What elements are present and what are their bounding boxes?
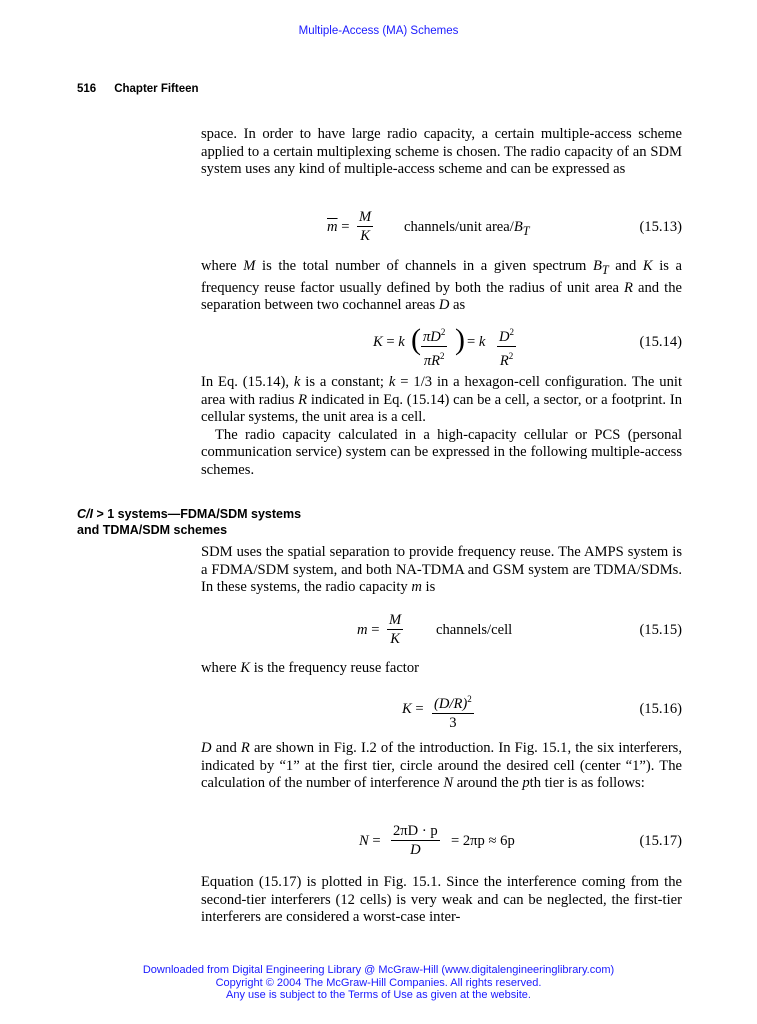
paragraph-7: D and R are shown in Fig. I.2 of the introduction. In Fig. 15.1, the six interferers, indicated by “1” at the first tier, circle around the desired cell (center “1”). The calculation of the number of interference N around the pth tier is as follows: <box>201 740 683 792</box>
paragraph-6: where K is the frequency reuse factor <box>201 660 420 676</box>
eq17-rhs: = 2πp ≈ 6p <box>451 833 515 849</box>
footer <box>0 964 757 1002</box>
eq13-numerator: M <box>359 209 372 225</box>
eq13-number: (15.13) <box>639 219 682 235</box>
eq13-label <box>404 219 530 239</box>
eq14-fraction-2: $\frac{D^2}{R^2}$ <box>497 323 516 370</box>
eq15-lhs: m = <box>357 622 380 638</box>
equation-15-17 <box>201 822 682 862</box>
equation-15-16 <box>201 690 682 730</box>
equation-15-13 <box>201 208 682 248</box>
eq17-fraction: $\frac{2\pi D \cdot p}{D}$ <box>393 823 438 858</box>
footer-download-link[interactable]: Downloaded from Digital Engineering Library @ McGraw-Hill (www.digitalengineeringlibrary.com) <box>142 964 615 976</box>
eq16-lhs: K = <box>402 701 424 717</box>
page-header <box>77 83 199 95</box>
eq16-number: (15.16) <box>639 701 682 717</box>
eq13-fraction <box>357 208 373 245</box>
chapter-title: Chapter Fifteen <box>114 83 199 95</box>
eq15-fraction: $\frac{M}{K}$ <box>389 612 402 647</box>
eq13-lhs: $\overline{m}$ = <box>327 219 350 235</box>
eq14-number: (15.14) <box>639 334 682 350</box>
eq14-left-paren: ( <box>411 323 421 356</box>
equation-15-14 <box>201 322 682 369</box>
eq15-number: (15.15) <box>639 622 682 638</box>
footer-copyright: Copyright © 2004 The McGraw-Hill Companies. All rights reserved. <box>215 976 542 989</box>
paragraph-8 <box>201 874 682 927</box>
eq14-middle: = k <box>467 334 486 350</box>
footer-terms: Any use is subject to the Terms of Use as given at the website. <box>226 989 531 1001</box>
eq16-fraction: $\frac{(D/R)^2}{3}$ <box>432 690 474 732</box>
paragraph-4: The radio capacity calculated in a high-capacity cellular or PCS (personal communication service) system can be expressed in the following multiple-access schemes. <box>201 426 682 478</box>
paragraph-5: SDM uses the spatial separation to provide frequency reuse. The AMPS system is a FDMA/SDM system, and both NA-TDMA and GSM system are TDMA/SDMs. In these systems, the radio capacity m is <box>201 544 682 596</box>
eq13-m-bar: $\overline{m}$ <box>327 219 338 235</box>
eq14-right-paren: ) <box>455 323 465 356</box>
eq17-number: (15.17) <box>639 833 682 849</box>
equation-15-15 <box>201 611 682 651</box>
eq15-label: channels/cell <box>436 622 513 638</box>
eq14-lhs: K = k <box>373 334 405 350</box>
paragraph-1-text: space. In order to have large radio capacity, a certain multiple-access scheme applied to a certain multiplexing scheme is chosen. The radio capacity of an SDM system uses any kind of multiple-access scheme and can be expressed as <box>201 126 682 178</box>
paragraph-8-text: Equation (15.17) is plotted in Fig. 15.1. Since the interference coming from the second-tier interferers (12 cells) is very weak and can be neglected, the first-tier interferers are considered a worst-case inter- <box>201 874 682 926</box>
paragraph-1 <box>201 126 682 179</box>
eq13-label-text: channels/unit area/ <box>404 219 514 235</box>
section-heading: C/I > 1 systems—FDMA/SDM systems and TDMA/SDM schemes <box>77 507 302 537</box>
eq13-denominator: K <box>360 228 370 244</box>
paragraph-2: where M is the total number of channels in a given spectrum $B_T$ and K is a frequency reuse factor usually defined by both the radius of unit area R and the separation between two cochannel areas D as <box>201 258 682 314</box>
eq14-fraction-1: $\frac{\pi D^2}{\pi R^2}$ <box>421 323 447 370</box>
page-number: 516 <box>77 83 97 95</box>
running-head: Multiple-Access (MA) Schemes <box>298 25 459 37</box>
eq13-label-sub: T <box>522 223 530 238</box>
eq17-lhs: N = <box>359 833 381 849</box>
paragraph-3: In Eq. (15.14), k is a constant; k = 1/3 in a hexagon-cell configuration. The unit area with radius R indicated in Eq. (15.14) can be a cell, a sector, or a footprint. In cellular systems, the unit area is a cell. The radio capacity calculated in a high-capacity cellular or PCS (personal communication service) system can be expressed in the following multiple-access schemes. <box>201 374 683 478</box>
section-heading-line2: and TDMA/SDM schemes <box>77 523 228 537</box>
eq13-label-var: B <box>513 219 523 235</box>
section-ci: C/I <box>77 507 93 521</box>
